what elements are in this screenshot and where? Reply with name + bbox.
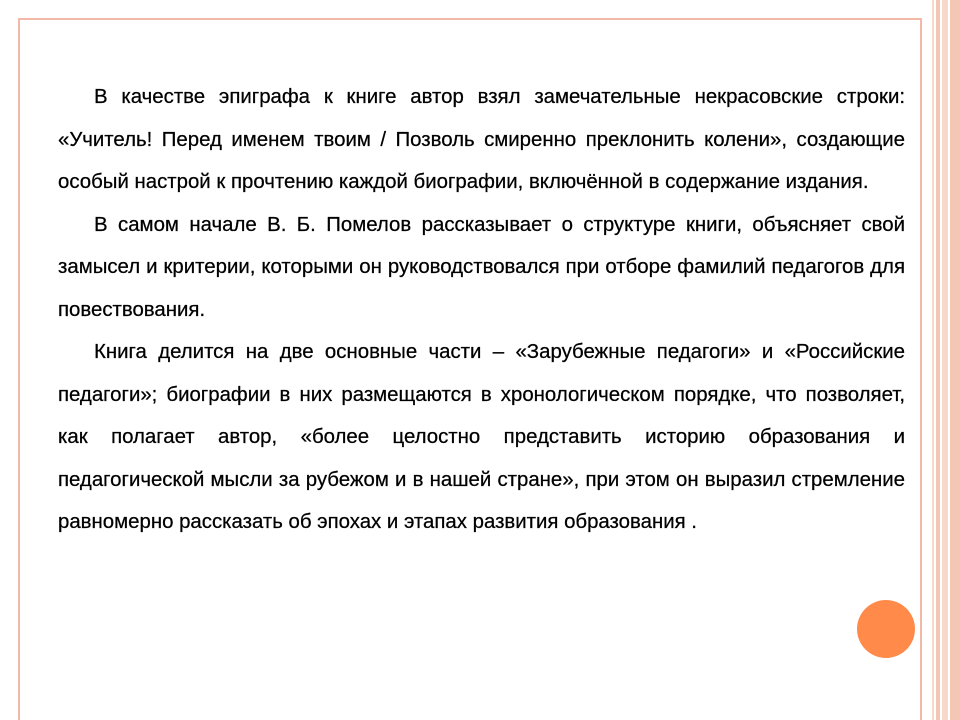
- stripe-inner-1: [942, 0, 948, 720]
- slide-body-text: [58, 76, 905, 544]
- orange-circle-decoration: [857, 600, 915, 658]
- paragraph-structure: В самом начале В. Б. Помелов рассказывает о структуре книги, объясняет свой замысел и критерии, которыми он руководствовался при отборе фамилий педагогов для повествования.: [58, 213, 905, 321]
- decorative-stripes: [922, 0, 960, 720]
- stripe-inner-3: [932, 0, 934, 720]
- stripe-inner-2: [936, 0, 940, 720]
- stripe-outer: [950, 0, 960, 720]
- paragraph-epigraph: В качестве эпиграфа к книге автор взял замечательные некрасовские строки: «Учитель! Перед именем твоим / Позволь смиренно преклонить колени», создающие особый настрой к прочтению каждой биографии, включённой в содержание издания.: [58, 86, 905, 193]
- paragraph-parts: Книга делится на две основные части – «Зарубежные педагоги» и «Российские педагоги»; биографии в них размещаются в хронологическом порядке, что позволяет, как полагает автор, «более целостно представить историю образования и педагогической мысли за рубежом и в нашей стране», при этом он выразил стремление равномерно рассказать об эпохах и этапах развития образования .: [58, 341, 905, 533]
